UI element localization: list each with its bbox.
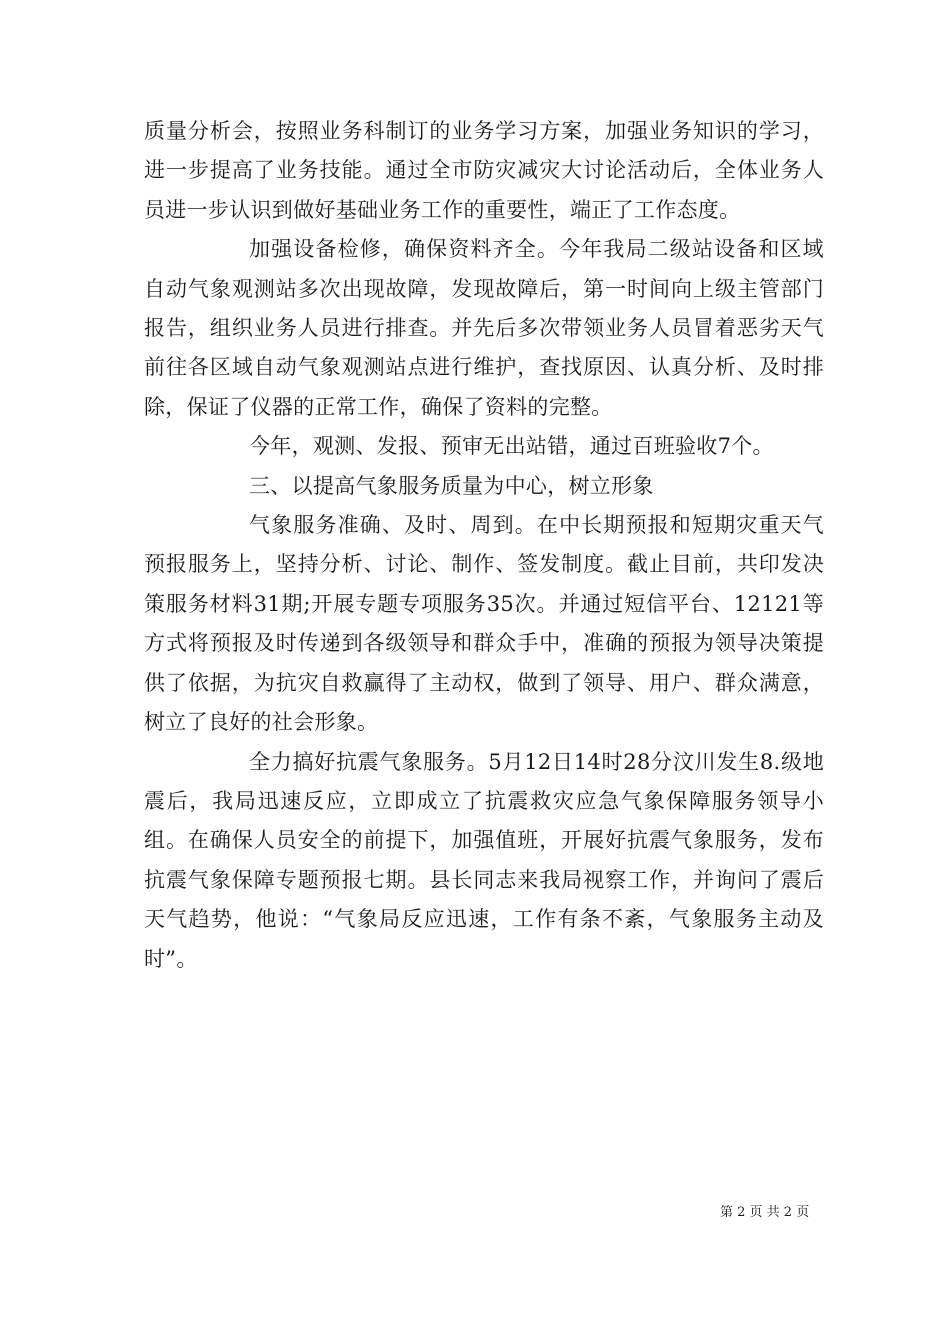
page-number-footer: 第 2 页 共 2 页 (720, 1205, 810, 1220)
paragraph-equipment-maintenance: 加强设备检修，确保资料齐全。今年我局二级站设备和区域自动气象观测站多次出现故障，发现故障后，第一时间向上级主管部门报告，组织业务人员进行排查。并先后多次带领业务人员冒着恶劣天气前往各区域自动气象观测站点进行维护，查找原因、认真分析、及时排除，保证了仪器的正常工作，确保了资料的完整。 (144, 237, 824, 419)
paragraph-weather-service: 气象服务准确、及时、周到。在中长期预报和短期灾重天气预报服务上，坚持分析、讨论、制作、签发制度。截止目前，共印发决策服务材料31期;开展专题专项服务35次。并通过短信平台、12121等方式将预报及时传递到各级领导和群众手中，准确的预报为领导决策提供了依据，为抗灾自救赢得了主动权，做到了领导、用户、群众满意，树立了良好的社会形象。 (144, 513, 824, 735)
document-body (144, 112, 824, 979)
paragraph-earthquake-service: 全力搞好抗震气象服务。5月12日14时28分汶川发生8.级地震后，我局迅速反应，立即成立了抗震救灾应急气象保障服务领导小组。在确保人员安全的前提下，加强值班，开展好抗震气象服务，发布抗震气象保障专题预报七期。县长同志来我局视察工作，并询问了震后天气趋势，他说：“气象局反应迅速，工作有条不紊，气象服务主动及时”。 (144, 749, 824, 971)
section-heading-service-quality: 三、以提高气象服务质量为中心，树立形象 (249, 473, 654, 498)
paragraph-observation-results: 今年，观测、发报、预审无出站错，通过百班验收7个。 (249, 434, 774, 459)
paragraph-continuation: 质量分析会，按照业务科制订的业务学习方案，加强业务知识的学习，进一步提高了业务技能。通过全市防灾减灾大讨论活动后，全体业务人员进一步认识到做好基础业务工作的重要性，端正了工作态度。 (144, 119, 824, 222)
